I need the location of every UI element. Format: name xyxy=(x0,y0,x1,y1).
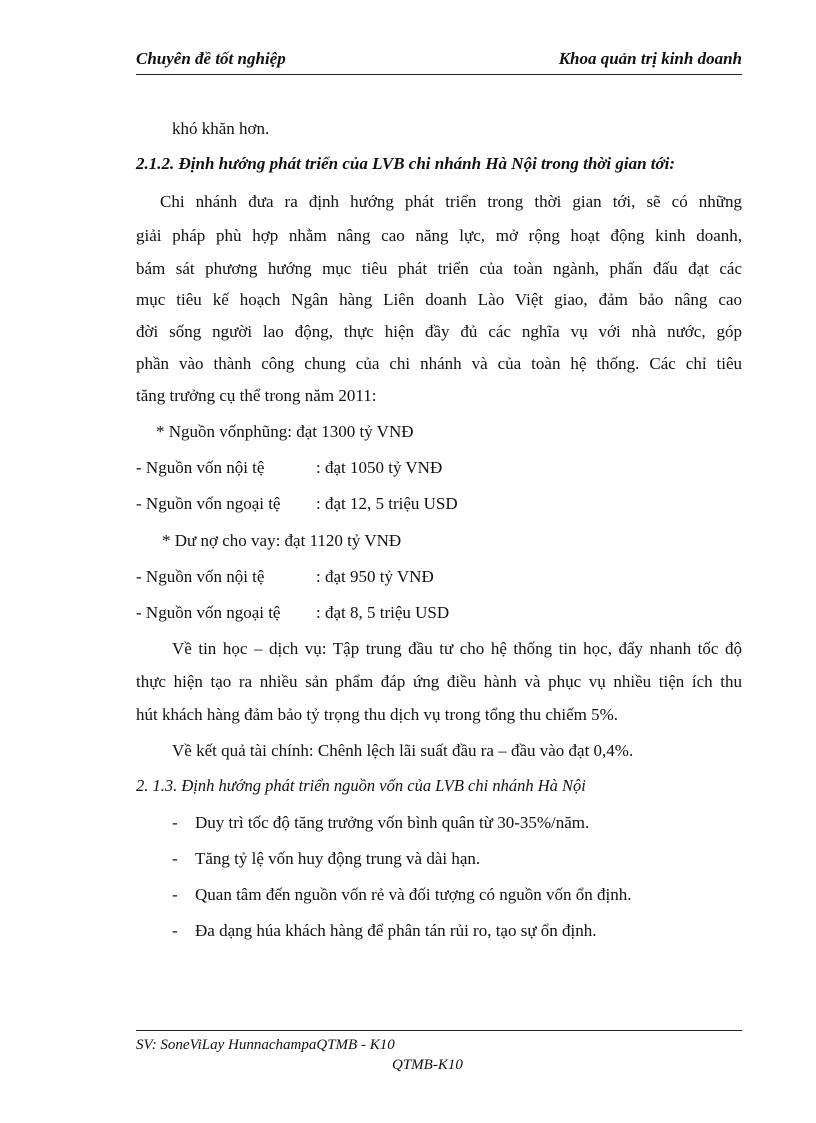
header-right-title: Khoa quản trị kinh doanh xyxy=(558,49,742,68)
continuation-line: khó khăn hơn. xyxy=(172,119,270,138)
footer-student-line: SV: SoneViLay HunnachampaQTMB - K10 xyxy=(136,1037,395,1053)
list-item-text: Tăng tỷ lệ vốn huy động trung và dài hạn. xyxy=(195,849,481,868)
bullet-marker: - xyxy=(172,813,178,832)
footer-class-line: QTMB-K10 xyxy=(392,1057,463,1073)
item-value: : đạt 1050 tỷ VNĐ xyxy=(316,458,443,477)
paragraph-line: bám sát phương hướng mục tiêu phát triển của toàn ngành, phấn đấu đạt các xyxy=(136,259,742,278)
paragraph-line: phần vào thành công chung của chi nhánh và của toàn hệ thống. Các chỉ tiêu xyxy=(136,354,742,373)
list-item-capital-local xyxy=(136,457,442,479)
list-item xyxy=(172,920,597,942)
paragraph-line: mục tiêu kế hoạch Ngân hàng Liên doanh Lào Việt giao, đảm bảo nâng cao xyxy=(136,290,742,309)
bullet-marker: - xyxy=(172,885,178,904)
page-footer xyxy=(136,1030,742,1073)
star-item-capital: * Nguồn vốnphũng: đạt 1300 tỷ VNĐ xyxy=(156,422,414,441)
page-header xyxy=(136,46,742,75)
paragraph-line: tăng trưởng cụ thể trong năm 2011: xyxy=(136,386,377,405)
star-item-loans: * Dư nợ cho vay: đạt 1120 tỷ VNĐ xyxy=(162,531,402,550)
paragraph-line: đời sống người lao động, thực hiện đầy đủ các nghĩa vụ với nhà nước, góp xyxy=(136,322,742,341)
list-item xyxy=(172,884,632,906)
list-item-text: Đa dạng húa khách hàng để phân tán rủi ro, tạo sự ổn định. xyxy=(195,921,597,940)
header-left-title: Chuyên đề tốt nghiệp xyxy=(136,49,286,68)
item-value: : đạt 12, 5 triệu USD xyxy=(316,494,458,513)
list-item-capital-foreign xyxy=(136,493,458,515)
list-item-text: Duy trì tốc độ tăng trưởng vốn bình quân từ 30-35%/năm. xyxy=(195,813,590,832)
item-value: : đạt 8, 5 triệu USD xyxy=(316,603,450,622)
list-item-text: Quan tâm đến nguồn vốn rẻ và đối tượng có nguồn vốn ổn định. xyxy=(195,885,632,904)
list-item-loan-foreign xyxy=(136,602,449,624)
paragraph-line: hút khách hàng đảm bảo tỷ trọng thu dịch vụ trong tổng thu chiếm 5%. xyxy=(136,705,619,724)
list-item xyxy=(172,848,480,870)
paragraph-line: Chi nhánh đưa ra định hướng phát triển trong thời gian tới, sẽ có những xyxy=(160,192,742,211)
bullet-marker: - xyxy=(172,849,178,868)
paragraph-line: Về tin học – dịch vụ: Tập trung đầu tư cho hệ thống tin học, đẩy nhanh tốc độ xyxy=(172,639,742,658)
list-item xyxy=(172,812,589,834)
paragraph-line: giải pháp phù hợp nhằm nâng cao năng lực, mở rộng hoạt động kinh doanh, xyxy=(136,226,742,245)
paragraph-line: thực hiện tạo ra nhiều sản phẩm đáp ứng điều hành và phục vụ nhiều tiện ích thu xyxy=(136,672,742,691)
item-value: : đạt 950 tỷ VNĐ xyxy=(316,567,434,586)
section-heading-2-1-2: 2.1.2. Định hướng phát triển của LVB chi nhánh Hà Nội trong thời gian tới: xyxy=(136,154,676,173)
item-label: - Nguồn vốn nội tệ xyxy=(136,458,265,477)
bullet-marker: - xyxy=(172,921,178,940)
list-item-loan-local xyxy=(136,566,434,588)
item-label: - Nguồn vốn ngoại tệ xyxy=(136,603,281,622)
paragraph-line: Về kết quả tài chính: Chênh lệch lãi suất đầu ra – đầu vào đạt 0,4%. xyxy=(172,741,634,760)
item-label: - Nguồn vốn nội tệ xyxy=(136,567,265,586)
item-label: - Nguồn vốn ngoại tệ xyxy=(136,494,281,513)
section-heading-2-1-3: 2. 1.3. Định hướng phát triển nguồn vốn của LVB chi nhánh Hà Nội xyxy=(136,776,586,795)
